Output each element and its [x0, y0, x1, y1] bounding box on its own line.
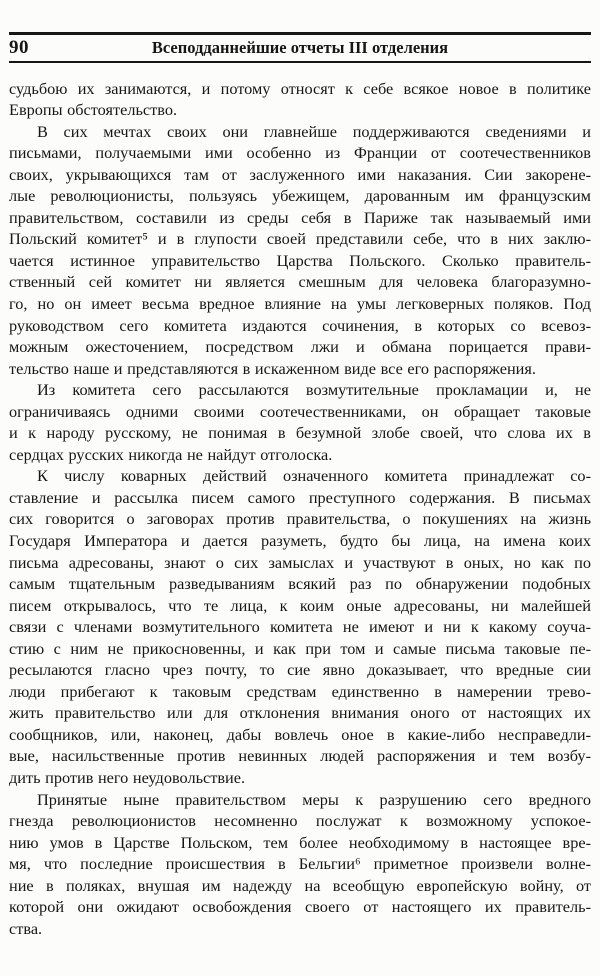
page-header	[9, 32, 591, 63]
running-title: Всеподданнейшие отчеты III отделения	[151, 37, 449, 57]
text-line: сердцах русских никогда не найдут отголоска.	[9, 444, 333, 464]
paragraph	[9, 121, 591, 380]
text-line: люди прибегают к таковым средствам единственно в намерении трево-	[9, 681, 591, 701]
page-body	[9, 78, 591, 940]
paragraph	[9, 789, 591, 940]
text-line: чается истинное управительство Царства Польского. Сколько правитель-	[9, 250, 591, 270]
text-line: писем открывалось, что те лица, к коим оные адресованы, ни малейшей	[9, 595, 591, 615]
text-line: нию умов в Царстве Польском, тем более необходимому в настоящее вре-	[9, 832, 591, 852]
text-line: ства.	[9, 918, 43, 938]
text-line: ние в поляках, внушая им надежду на всеобщую европейскую войну, от	[9, 875, 591, 895]
text-line: связи с членами возмутительного комитета не имеют и ни к какому соуча-	[9, 617, 591, 637]
text-line: тельство наше и представляются в искаженном виде все его распоряжения.	[9, 358, 536, 378]
text-line: сообщников, или, наконец, дабы вовлечь оное в какие-либо несправедли-	[9, 724, 591, 744]
text-line: которой они ожидают освобождения своего от настоящего их правитель-	[9, 897, 591, 917]
text-line: письма адресованы, знают о сих замыслах и участвуют в оных, но как по	[9, 552, 591, 572]
paragraph	[9, 379, 591, 465]
text-line: Из комитета сего рассылаются возмутительные прокламации и, не	[37, 380, 591, 400]
text-line: го, но он имеет весьма вредное влияние на умы легковерных поляков. Под	[9, 293, 591, 313]
page-number: 90	[9, 36, 29, 58]
text-line: лые революционисты, пользуясь убежищем, дарованным им французским	[9, 186, 591, 206]
text-line: В сих мечтах своих они главнейше поддерживаются сведениями и	[37, 121, 591, 141]
header-row	[9, 35, 591, 61]
text-line: ставление и рассылка писем самого преступного содержания. В письмах	[9, 487, 591, 507]
text-line: жить правительство или для отклонения внимания оного от настоящих их	[9, 703, 591, 723]
text-line: ресылаются гласно чрез почту, то сие явно доказывает, что вредные сии	[9, 660, 591, 680]
text-line: и к народу русскому, не понимая в безумной злобе своей, что слова их в	[9, 423, 591, 443]
text-line: стию с ним не прикосновенны, и как при том и самые письма таковые пе-	[9, 638, 591, 658]
text-line: гнезда революционистов несомненно послужат к возможному успокое-	[9, 811, 591, 831]
text-line: сих говорится о заговорах против правительства, о покушениях на жизнь	[9, 509, 591, 529]
header-bottom-rule	[9, 61, 591, 63]
text-line: ограничиваясь одними своими соотечественниками, он обращает таковые	[9, 401, 591, 421]
text-line: ственный сей комитет ни является смешным для человека благоразумно-	[9, 272, 591, 292]
text-line: правительством, составили из среды себя в Париже так называемый ими	[9, 207, 591, 227]
text-line: Государя Императора и дается разуметь, будто бы лица, на имена коих	[9, 530, 591, 550]
paragraph	[9, 78, 591, 121]
paragraph	[9, 465, 591, 788]
text-line: Принятые ныне правительством меры к разрушению сего вредного	[37, 789, 591, 809]
text-line: мя, что последние происшествия в Бельгии⁶ приметное произвели волне-	[9, 854, 591, 874]
text-line: своих, укрывающихся там от заслуженного ими наказания. Сии закорене-	[9, 164, 591, 184]
text-line: К числу коварных действий означенного комитета принадлежат со-	[37, 466, 591, 486]
text-line: можным ожесточением, посредством лжи и обмана порицается прави-	[9, 337, 591, 357]
text-line: Европы обстоятельство.	[9, 100, 178, 120]
text-line: судьбою их занимаются, и потому относят к себе всякое новое в политике	[9, 78, 591, 98]
text-line: самым тщательным разведываниям всякий раз по обнаружении подобных	[9, 574, 591, 594]
text-line: письмами, получаемыми ими особенно из Франции от соотечественников	[9, 143, 591, 163]
text-line: руководством сего комитета издаются сочинения, в которых со всевоз-	[9, 315, 591, 335]
text-line: вые, насильственные против невинных людей распоряжения и тем возбу-	[9, 746, 591, 766]
text-line: Польский комитет⁵ и в глупости своей представили себе, что в них заклю-	[9, 229, 591, 249]
text-line: дить против него неудовольствие.	[9, 768, 246, 787]
